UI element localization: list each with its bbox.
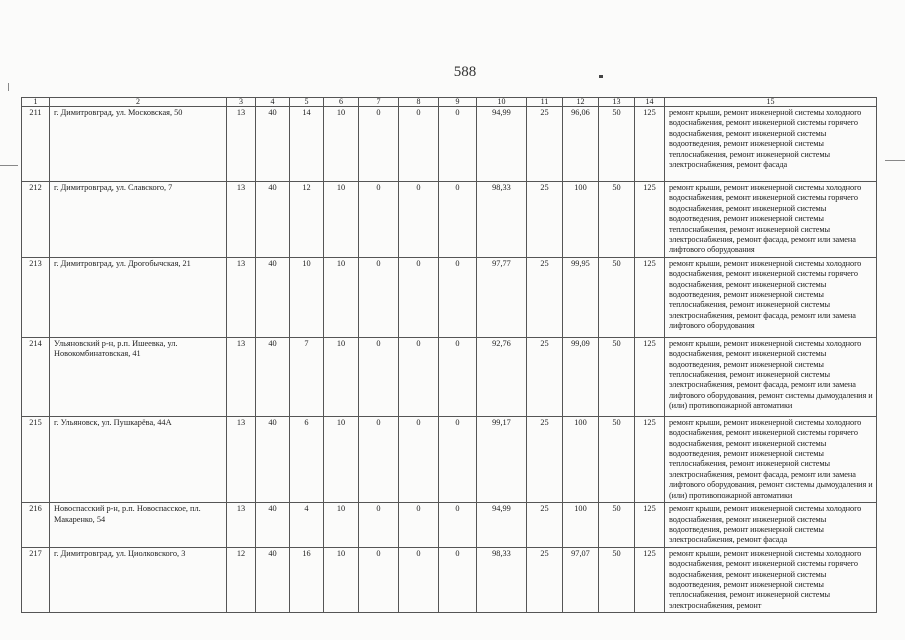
table-cell: 50	[599, 416, 635, 502]
works-cell: ремонт крыши, ремонт инженерной системы холодного водоснабжения, ремонт инженерной системы водоотведения, ремонт инженерной системы электроснабжения, ремонт фасада	[665, 503, 877, 548]
header-cell: 8	[399, 98, 439, 107]
scan-edge-mark-top	[8, 83, 9, 91]
table-cell: 40	[256, 416, 290, 502]
table-cell: 0	[359, 503, 399, 548]
table-cell: 125	[635, 503, 665, 548]
row-number: 213	[22, 257, 50, 337]
address-cell: г. Димитровград, ул. Московская, 50	[50, 107, 227, 182]
table-cell: 40	[256, 182, 290, 258]
table-cell: 10	[324, 547, 359, 612]
table-cell: 0	[399, 547, 439, 612]
table-cell: 50	[599, 547, 635, 612]
table-row	[22, 503, 877, 548]
table-cell: 40	[256, 547, 290, 612]
scan-dot	[599, 75, 603, 78]
table-cell: 10	[324, 107, 359, 182]
table-cell: 97,07	[563, 547, 599, 612]
works-cell: ремонт крыши, ремонт инженерной системы холодного водоснабжения, ремонт инженерной системы водоотведения, ремонт инженерной системы теплоснабжения, ремонт инженерной системы электроснабжения, ремонт фасада, ремонт или замена лифтового оборудования, ремонт системы дымоудаления и (или) противопожарной автоматики	[665, 337, 877, 416]
table-row	[22, 182, 877, 258]
table-cell: 97,77	[477, 257, 527, 337]
table-row	[22, 337, 877, 416]
table-cell: 25	[527, 547, 563, 612]
table-cell: 98,33	[477, 547, 527, 612]
table-cell: 25	[527, 337, 563, 416]
header-cell: 2	[50, 98, 227, 107]
header-cell: 9	[439, 98, 477, 107]
address-cell: г. Ульяновск, ул. Пушкарёва, 44А	[50, 416, 227, 502]
table-cell: 0	[359, 416, 399, 502]
row-number: 214	[22, 337, 50, 416]
table-cell: 0	[399, 107, 439, 182]
table-cell: 0	[439, 257, 477, 337]
works-cell: ремонт крыши, ремонт инженерной системы холодного водоснабжения, ремонт инженерной системы горячего водоснабжения, ремонт инженерной системы водоотведения, ремонт инженерной системы теплоснабжения, ремонт инженерной системы электроснабжения, ремонт фасада, ремонт или замена лифтового оборудования	[665, 257, 877, 337]
table-cell: 92,76	[477, 337, 527, 416]
page-number: 588	[453, 64, 477, 80]
row-number: 211	[22, 107, 50, 182]
table-cell: 40	[256, 337, 290, 416]
header-cell: 1	[22, 98, 50, 107]
header-cell: 13	[599, 98, 635, 107]
header-cell: 14	[635, 98, 665, 107]
table-cell: 99,17	[477, 416, 527, 502]
table-cell: 0	[399, 182, 439, 258]
table-cell: 7	[290, 337, 324, 416]
row-number: 215	[22, 416, 50, 502]
table-cell: 10	[324, 182, 359, 258]
table-cell: 0	[439, 503, 477, 548]
table-cell: 0	[359, 182, 399, 258]
table-cell: 25	[527, 503, 563, 548]
table-cell: 12	[290, 182, 324, 258]
works-cell: ремонт крыши, ремонт инженерной системы холодного водоснабжения, ремонт инженерной системы горячего водоснабжения, ремонт инженерной системы водоотведения, ремонт инженерной системы теплоснабжения, ремонт инженерной системы электроснабжения, ремонт фасада	[665, 107, 877, 182]
header-cell: 11	[527, 98, 563, 107]
table-cell: 13	[227, 337, 256, 416]
table-cell: 50	[599, 182, 635, 258]
header-cell: 15	[665, 98, 877, 107]
table-cell: 98,33	[477, 182, 527, 258]
table-cell: 25	[527, 257, 563, 337]
scan-edge-mark-right	[885, 160, 905, 161]
table-cell: 100	[563, 503, 599, 548]
scan-edge-mark-left	[0, 165, 18, 166]
address-cell: г. Димитровград, ул. Дрогобычская, 21	[50, 257, 227, 337]
table-cell: 10	[324, 257, 359, 337]
table-cell: 96,06	[563, 107, 599, 182]
address-cell: г. Димитровград, ул. Славского, 7	[50, 182, 227, 258]
works-cell: ремонт крыши, ремонт инженерной системы холодного водоснабжения, ремонт инженерной системы горячего водоснабжения, ремонт инженерной системы водоотведения, ремонт инженерной системы теплоснабжения, ремонт инженерной системы электроснабжения, ремонт фасада, ремонт или замена лифтового оборудования, ремонт системы дымоудаления и (или) противопожарной автоматики	[665, 416, 877, 502]
row-number: 217	[22, 547, 50, 612]
table-cell: 0	[439, 337, 477, 416]
table-cell: 0	[399, 416, 439, 502]
table-cell: 50	[599, 107, 635, 182]
table-cell: 13	[227, 416, 256, 502]
table-cell: 0	[359, 337, 399, 416]
address-cell: Ульяновский р-н, р.п. Ишеевка, ул. Новокомбинатовская, 41	[50, 337, 227, 416]
address-cell: г. Димитровград, ул. Циолковского, 3	[50, 547, 227, 612]
table-cell: 94,99	[477, 503, 527, 548]
work-table	[21, 97, 877, 613]
header-cell: 7	[359, 98, 399, 107]
header-cell: 3	[227, 98, 256, 107]
table-cell: 10	[324, 503, 359, 548]
table-cell: 25	[527, 107, 563, 182]
table-cell: 0	[399, 337, 439, 416]
table-cell: 13	[227, 503, 256, 548]
table-cell: 40	[256, 107, 290, 182]
table-cell: 0	[439, 182, 477, 258]
row-number: 216	[22, 503, 50, 548]
table-cell: 25	[527, 416, 563, 502]
table-cell: 4	[290, 503, 324, 548]
table-cell: 0	[399, 503, 439, 548]
table-cell: 0	[359, 257, 399, 337]
table-cell: 16	[290, 547, 324, 612]
table-cell: 50	[599, 503, 635, 548]
table-cell: 125	[635, 547, 665, 612]
works-cell: ремонт крыши, ремонт инженерной системы холодного водоснабжения, ремонт инженерной системы горячего водоснабжения, ремонт инженерной системы водоотведения, ремонт инженерной системы теплоснабжения, ремонт инженерной системы электроснабжения, ремонт	[665, 547, 877, 612]
table-cell: 40	[256, 257, 290, 337]
table-row	[22, 107, 877, 182]
table-cell: 94,99	[477, 107, 527, 182]
table-cell: 0	[439, 547, 477, 612]
table-row	[22, 547, 877, 612]
table-cell: 100	[563, 182, 599, 258]
header-cell: 5	[290, 98, 324, 107]
table-cell: 12	[227, 547, 256, 612]
works-cell: ремонт крыши, ремонт инженерной системы холодного водоснабжения, ремонт инженерной системы горячего водоснабжения, ремонт инженерной системы водоотведения, ремонт инженерной системы теплоснабжения, ремонт инженерной системы электроснабжения, ремонт фасада, ремонт или замена лифтового оборудования	[665, 182, 877, 258]
table-cell: 10	[324, 416, 359, 502]
table-cell: 99,95	[563, 257, 599, 337]
header-row	[22, 98, 877, 107]
table-cell: 25	[527, 182, 563, 258]
table-row	[22, 257, 877, 337]
address-cell: Новоспасский р-н, р.п. Новоспасское, пл. Макаренко, 54	[50, 503, 227, 548]
table-cell: 10	[290, 257, 324, 337]
table-cell: 125	[635, 257, 665, 337]
table-cell: 0	[439, 107, 477, 182]
table-cell: 125	[635, 107, 665, 182]
header-cell: 12	[563, 98, 599, 107]
table-cell: 13	[227, 182, 256, 258]
table-cell: 40	[256, 503, 290, 548]
table-cell: 14	[290, 107, 324, 182]
header-cell: 6	[324, 98, 359, 107]
table-row	[22, 416, 877, 502]
table-cell: 125	[635, 182, 665, 258]
table-cell: 0	[359, 107, 399, 182]
table-cell: 13	[227, 257, 256, 337]
table-cell: 13	[227, 107, 256, 182]
table-cell: 125	[635, 416, 665, 502]
table-cell: 99,09	[563, 337, 599, 416]
table-cell: 10	[324, 337, 359, 416]
header-cell: 10	[477, 98, 527, 107]
table-cell: 0	[399, 257, 439, 337]
table-cell: 100	[563, 416, 599, 502]
row-number: 212	[22, 182, 50, 258]
header-cell: 4	[256, 98, 290, 107]
table-cell: 6	[290, 416, 324, 502]
table-cell: 50	[599, 337, 635, 416]
table-cell: 0	[359, 547, 399, 612]
table-cell: 50	[599, 257, 635, 337]
table-cell: 0	[439, 416, 477, 502]
table-cell: 125	[635, 337, 665, 416]
